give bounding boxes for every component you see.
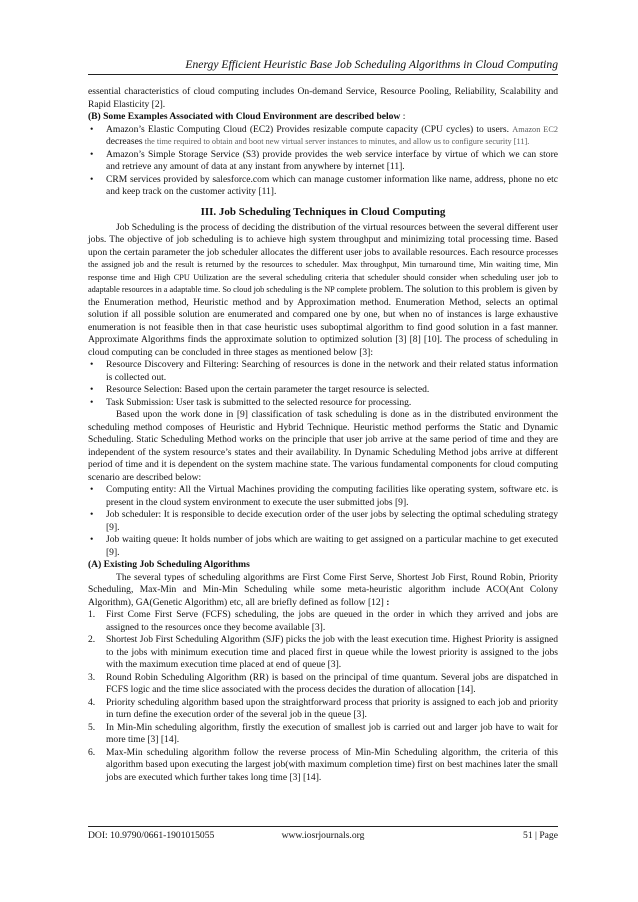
section-3-paragraph-1 (88, 222, 558, 360)
paragraph-colon: : (386, 596, 390, 608)
section-3-heading: III. Job Scheduling Techniques in Cloud Computing (200, 205, 446, 218)
footer-page-number: 51 | Page (523, 830, 558, 841)
footer-doi: DOI: 10.9790/0661-1901015055 (88, 830, 215, 841)
running-header: Energy Efficient Heuristic Base Job Scheduling Algorithms in Cloud Computing (185, 58, 558, 71)
list-item (88, 609, 558, 634)
list-number: 5. (88, 721, 96, 733)
list-item-text: Amazon EC2 (512, 124, 559, 134)
intro-paragraph: essential characteristics of cloud computing includes On-demand Service, Resource Pooling, Reliability, Scalability and Rapid Elasticity [2]. (88, 86, 558, 110)
list-item (88, 124, 558, 149)
algorithms-list (88, 609, 558, 784)
section-b-heading-text: (B) Some Examples Associated with Cloud Environment are described below (88, 111, 401, 122)
list-item: • Task Submission: User task is submitted to the selected resource for processing. (88, 397, 558, 410)
paragraph-text: The several types of scheduling algorithms are First Come First Serve, Shortest Job First, Round Robin, Priority Scheduling, Max-Min and Min-Min Scheduling while some meta-heuristic algorithm include ACO(Ant Colony Algorithm), GA(Genetic Algorithm) etc, all are briefly defined as follow [12] (88, 571, 558, 608)
list-number: 3. (88, 671, 96, 683)
list-item (88, 149, 558, 174)
section-a-heading: (A) Existing Job Scheduling Algorithms (88, 559, 250, 570)
list-item-text: CRM services provided by salesforce.com which can manage customer information like name, address, phone no etc and keep track on the customer activity [11]. (106, 173, 558, 197)
list-item-text: Max-Min scheduling algorithm follow the reverse process of Min-Min Scheduling algorithm, the criteria of this algorithm based upon executing the largest job(with maximum completion time) first on best machines later the small jobs are executed which further takes long time [3] [14]. (106, 746, 558, 783)
list-item-text: First Come First Serve (FCFS) scheduling, the jobs are queued in the order in which they arrived and jobs are assigned to the resources once they become available [3]. (106, 609, 558, 633)
list-item (88, 634, 558, 672)
list-item-text: Round Robin Scheduling Algorithm (RR) is based on the principal of time quantum. Several jobs are dispatched in FCFS logic and the time slice associated with the process decides the duration of allocation [14]. (106, 671, 558, 695)
list-item (88, 672, 558, 697)
section-a-paragraph (88, 572, 558, 610)
header-rule (88, 74, 558, 75)
list-item (88, 722, 558, 747)
paragraph-text: Job Scheduling is the process of deciding the distribution of the virtual resources between the several different user jobs. The objective of job scheduling is to achieve high system throughput and minimizing total processing time. Based upon the certain parameter the job scheduler allocates the different user jobs to available resources. Each resource (88, 221, 558, 258)
page-body (88, 86, 558, 784)
list-item: • Job scheduler: It is responsible to decide execution order of the user jobs by selecting the optimal scheduling strategy [9]. (88, 509, 558, 534)
list-item-text: Shortest Job First Scheduling Algorithm (SJF) picks the job with the least execution time. Highest Priority is assigned to the jobs with minimum execution time and placed first in queue while the lowest priority is assigned to the jobs with the maximum execution time placed at end of queue [3]. (106, 634, 558, 670)
components-list (88, 484, 558, 559)
footer-rule (88, 826, 558, 827)
list-number: 4. (88, 696, 96, 708)
list-item: • Job waiting queue: It holds number of jobs which are waiting to get assigned on a particular machine to get executed [9]. (88, 534, 558, 559)
list-item: • Resource Discovery and Filtering: Searching of resources is done in the network and their related status information is collected out. (88, 359, 558, 384)
list-item: • Resource Selection: Based upon the certain parameter the target resource is selected. (88, 384, 558, 397)
section-b-heading (88, 111, 558, 124)
section-3-paragraph-2: Based upon the work done in [9] classification of task scheduling is done as in the distributed environment the scheduling method composes of Heuristic and Hybrid Technique. Heuristic method performs the Static and Dynamic Scheduling. Static Scheduling Method works on the principle that user job arrive at the same period of time and they are independent of the system resource’s states and their availability. In Dynamic Scheduling Method jobs arrive at different period of time and it is dependent on the system machine state. The various fundamental components for cloud computing scenario are described below: (88, 409, 558, 483)
list-item (88, 747, 558, 785)
list-number: 6. (88, 746, 96, 758)
list-item-text: the time required to obtain and boot new virtual server instances to minutes, and allow us to configure security [11]. (142, 137, 530, 146)
list-item: • Computing entity: All the Virtual Machines providing the computing facilities like operating system, software etc. is present in the cloud system environment to execute the user submitted jobs [9]. (88, 484, 558, 509)
list-item-text: Amazon’s Simple Storage Service (S3) provide provides the web service interface by virtue of which we can store and retrieve any amount of data at any instant from anywhere by internet [11]. (106, 148, 558, 172)
list-item-text: decreases (106, 136, 143, 147)
section-b-heading-colon: : (400, 111, 406, 122)
list-number: 1. (88, 609, 96, 620)
paragraph-text: problem. The solution to this problem is given by the Enumeration method, Heuristic method and by Approximation method. Enumeration Method, selects an optimal solution if all possible solution are enumerated and compared one by one, but when no of instances is large exhaustive enumeration is not feasible then in that case heuristic uses suboptimal algorithm to find good solution in a fast manner. Approximate Algorithms finds the approximate solution to optimized solution [3] [8] [10]. The process of scheduling in cloud computing can be concluded in three stages as mentioned below [3]: (88, 284, 558, 358)
footer-site-link[interactable]: www.iosrjournals.org (281, 830, 365, 841)
cloud-examples-list (88, 124, 558, 199)
list-item-text: Priority scheduling algorithm based upon the straightforward process that priority is assigned to each job and priority in turn define the execution order of the several job in the queue [3]. (106, 696, 558, 720)
scheduling-stages-list (88, 359, 558, 409)
list-number: 2. (88, 634, 96, 645)
list-item-text: Amazon’s Elastic Computing Cloud (EC2) Provides resizable compute capacity (CPU cycles) to users. (106, 123, 510, 135)
paragraph-text-small: processes the assigned job and the result is returned by the resources to scheduler. Max throughput, Min turnaround time, Min waiting time, Min response time and High CPU Utilization are the several scheduling criteria that scheduler should consider when scheduling user job to adaptable resources in a adaptable time. So cloud job scheduling is the NP complete (88, 247, 559, 294)
list-item-text: In Min-Min scheduling algorithm, firstly the execution of smallest job is carried out and larger job have to wait for more time [3] [14]. (106, 721, 558, 745)
list-item (88, 174, 558, 199)
list-item (88, 697, 558, 722)
